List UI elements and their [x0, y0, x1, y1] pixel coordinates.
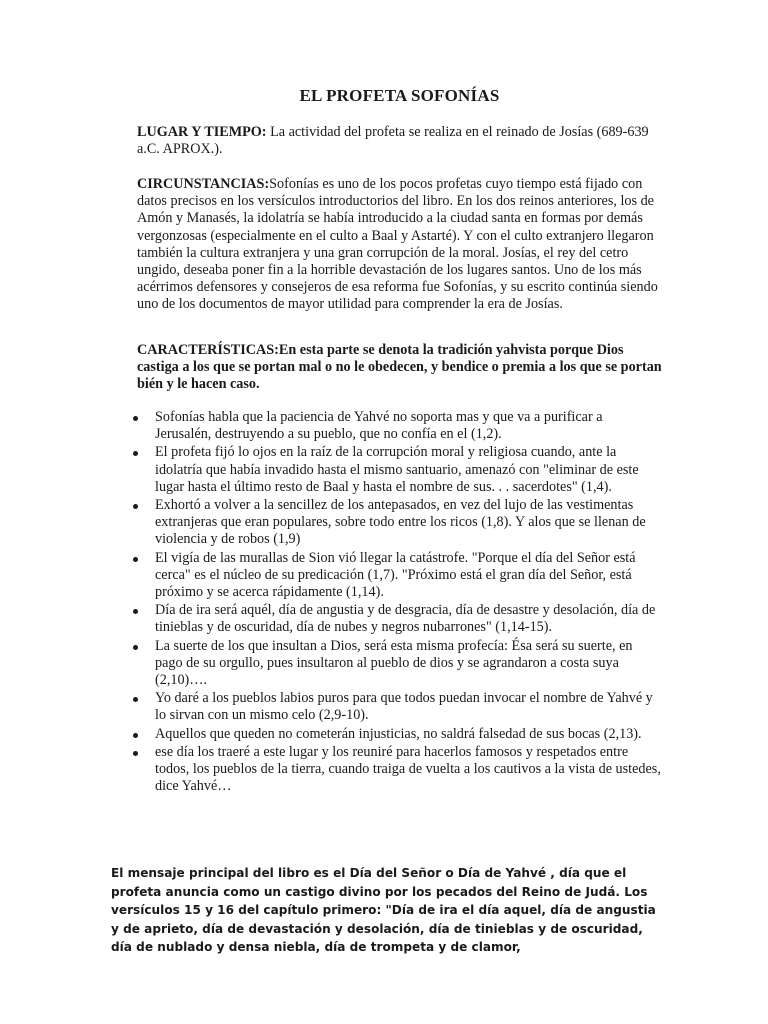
- lugar-paragraph: [137, 124, 662, 158]
- list-item-text: La suerte de los que insultan a Dios, será esta misma profecía: Ésa será su suerte, en pago de su orgullo, pues insultaron al pueblo de dios y se agrandaron a costa suya (2,10)….: [155, 637, 633, 689]
- bullet-icon: [133, 609, 138, 614]
- list-item: [137, 550, 662, 602]
- list-item-text: Aquellos que queden no cometerán injusticias, no saldrá falsedad de sus bocas (2,13).: [155, 725, 642, 742]
- list-item: [137, 497, 662, 549]
- bullet-icon: [133, 557, 138, 562]
- bullet-icon: [133, 697, 138, 702]
- caracteristicas-paragraph: [137, 342, 662, 394]
- circunstancias-body: Sofonías es uno de los pocos profetas cuyo tiempo está fijado con datos precisos en los versículos introductorios del libro. En los dos reinos anteriores, los de Amón y Manasés, la idolatría se había introducido a la ciudad santa en formas por demás vergonzosas (especialmente en el culto a Baal y Astarté). Y con el culto extranjero llegaron también la cultura extranjera y una gran corrupción de la moral. Josías, el rey del cetro ungido, deseaba poner fin a la horrible devastación de los lugares santos. Uno de los más acérrimos defensores y consejeros de esa reforma fue Sofonías, y su escrito continúa siendo uno de los documentos de mayor utilidad para comprender la era de Josías.: [137, 176, 658, 313]
- list-item: [137, 744, 662, 796]
- bullet-icon: [133, 504, 138, 509]
- list-item: [137, 726, 662, 743]
- list-item-text: Exhortó a volver a la sencillez de los antepasados, en vez del lujo de las vestimentas extranjeras que eran populares, sobre todo entre los ricos (1,8). Y alos que se llenan de violencia y de robos (1,9): [155, 497, 646, 548]
- list-item-text: El profeta fijó lo ojos en la raíz de la corrupción moral y religiosa cuando, ante la idolatría que había invadido hasta el mismo santuario, amenazó con "eliminar de este lugar hasta el último resto de Baal y hasta el nombre de sus. . . sacerdotes" (1,4).: [155, 444, 639, 495]
- list-item: [137, 409, 662, 443]
- list-item: [137, 444, 662, 496]
- lugar-heading: LUGAR Y TIEMPO:: [137, 124, 267, 140]
- list-item: [137, 602, 662, 636]
- list-item-text: El vigía de las murallas de Sion vió llegar la catástrofe. "Porque el día del Señor está cerca" es el núcleo de su predicación (1,7). "Próximo está el gran día del Señor, está próximo y se acerca rápidamente (1,14).: [155, 549, 636, 601]
- caracteristicas-heading: CARACTERÍSTICAS:: [137, 342, 279, 358]
- caracteristicas-body: En esta parte se denota la tradición yahvista porque Dios castiga a los que se portan mal o no le obedecen, y bendice o premia a los que se portan bién y le hacen caso.: [137, 342, 662, 393]
- circunstancias-paragraph: [137, 176, 662, 314]
- bullet-icon: [133, 451, 138, 456]
- bullet-icon: [133, 751, 138, 756]
- bullet-icon: [133, 733, 138, 738]
- list-item-text: ese día los traeré a este lugar y los reuniré para hacerlos famosos y respetados entre todos, los pueblos de la tierra, cuando traiga de vuelta a los cautivos a la vista de ustedes, dice Yahvé…: [155, 743, 661, 795]
- lugar-body: La actividad del profeta se realiza en el reinado de Josías (689-639 a.C. APROX.).: [137, 124, 649, 158]
- bullet-icon: [133, 416, 138, 421]
- document-title: EL PROFETA SOFONÍAS: [299, 86, 500, 105]
- bullet-list: [137, 409, 662, 796]
- list-item-text: Yo daré a los pueblos labios puros para que todos puedan invocar el nombre de Yahvé y lo sirvan con un mismo celo (2,9-10).: [155, 690, 653, 724]
- circunstancias-heading: CIRCUNSTANCIAS:: [137, 176, 270, 192]
- list-item-text: Sofonías habla que la paciencia de Yahvé no soporta mas y que va a purificar a Jerusalén, destruyendo a su pueblo, que no confía en el (1,2).: [155, 409, 603, 443]
- list-item-text: Día de ira será aquél, día de angustia y de desgracia, día de desastre y desolación, día de tinieblas y de oscuridad, día de nubes y negros nubarrones" (1,14-15).: [155, 602, 656, 636]
- mensaje-principal-paragraph: El mensaje principal del libro es el Día del Señor o Día de Yahvé , día que el profeta anuncia como un castigo divino por los pecados del Reino de Judá. Los versículos 15 y 16 del capítulo primero: "Día de ira el día aquel, día de angustia y de aprieto, día de devastación y desolación, día de tinieblas y de oscuridad, día de nublado y densa niebla, día de trompeta y de clamor,: [111, 866, 656, 955]
- bullet-icon: [133, 645, 138, 650]
- list-item: [137, 638, 662, 690]
- list-item: [137, 690, 662, 724]
